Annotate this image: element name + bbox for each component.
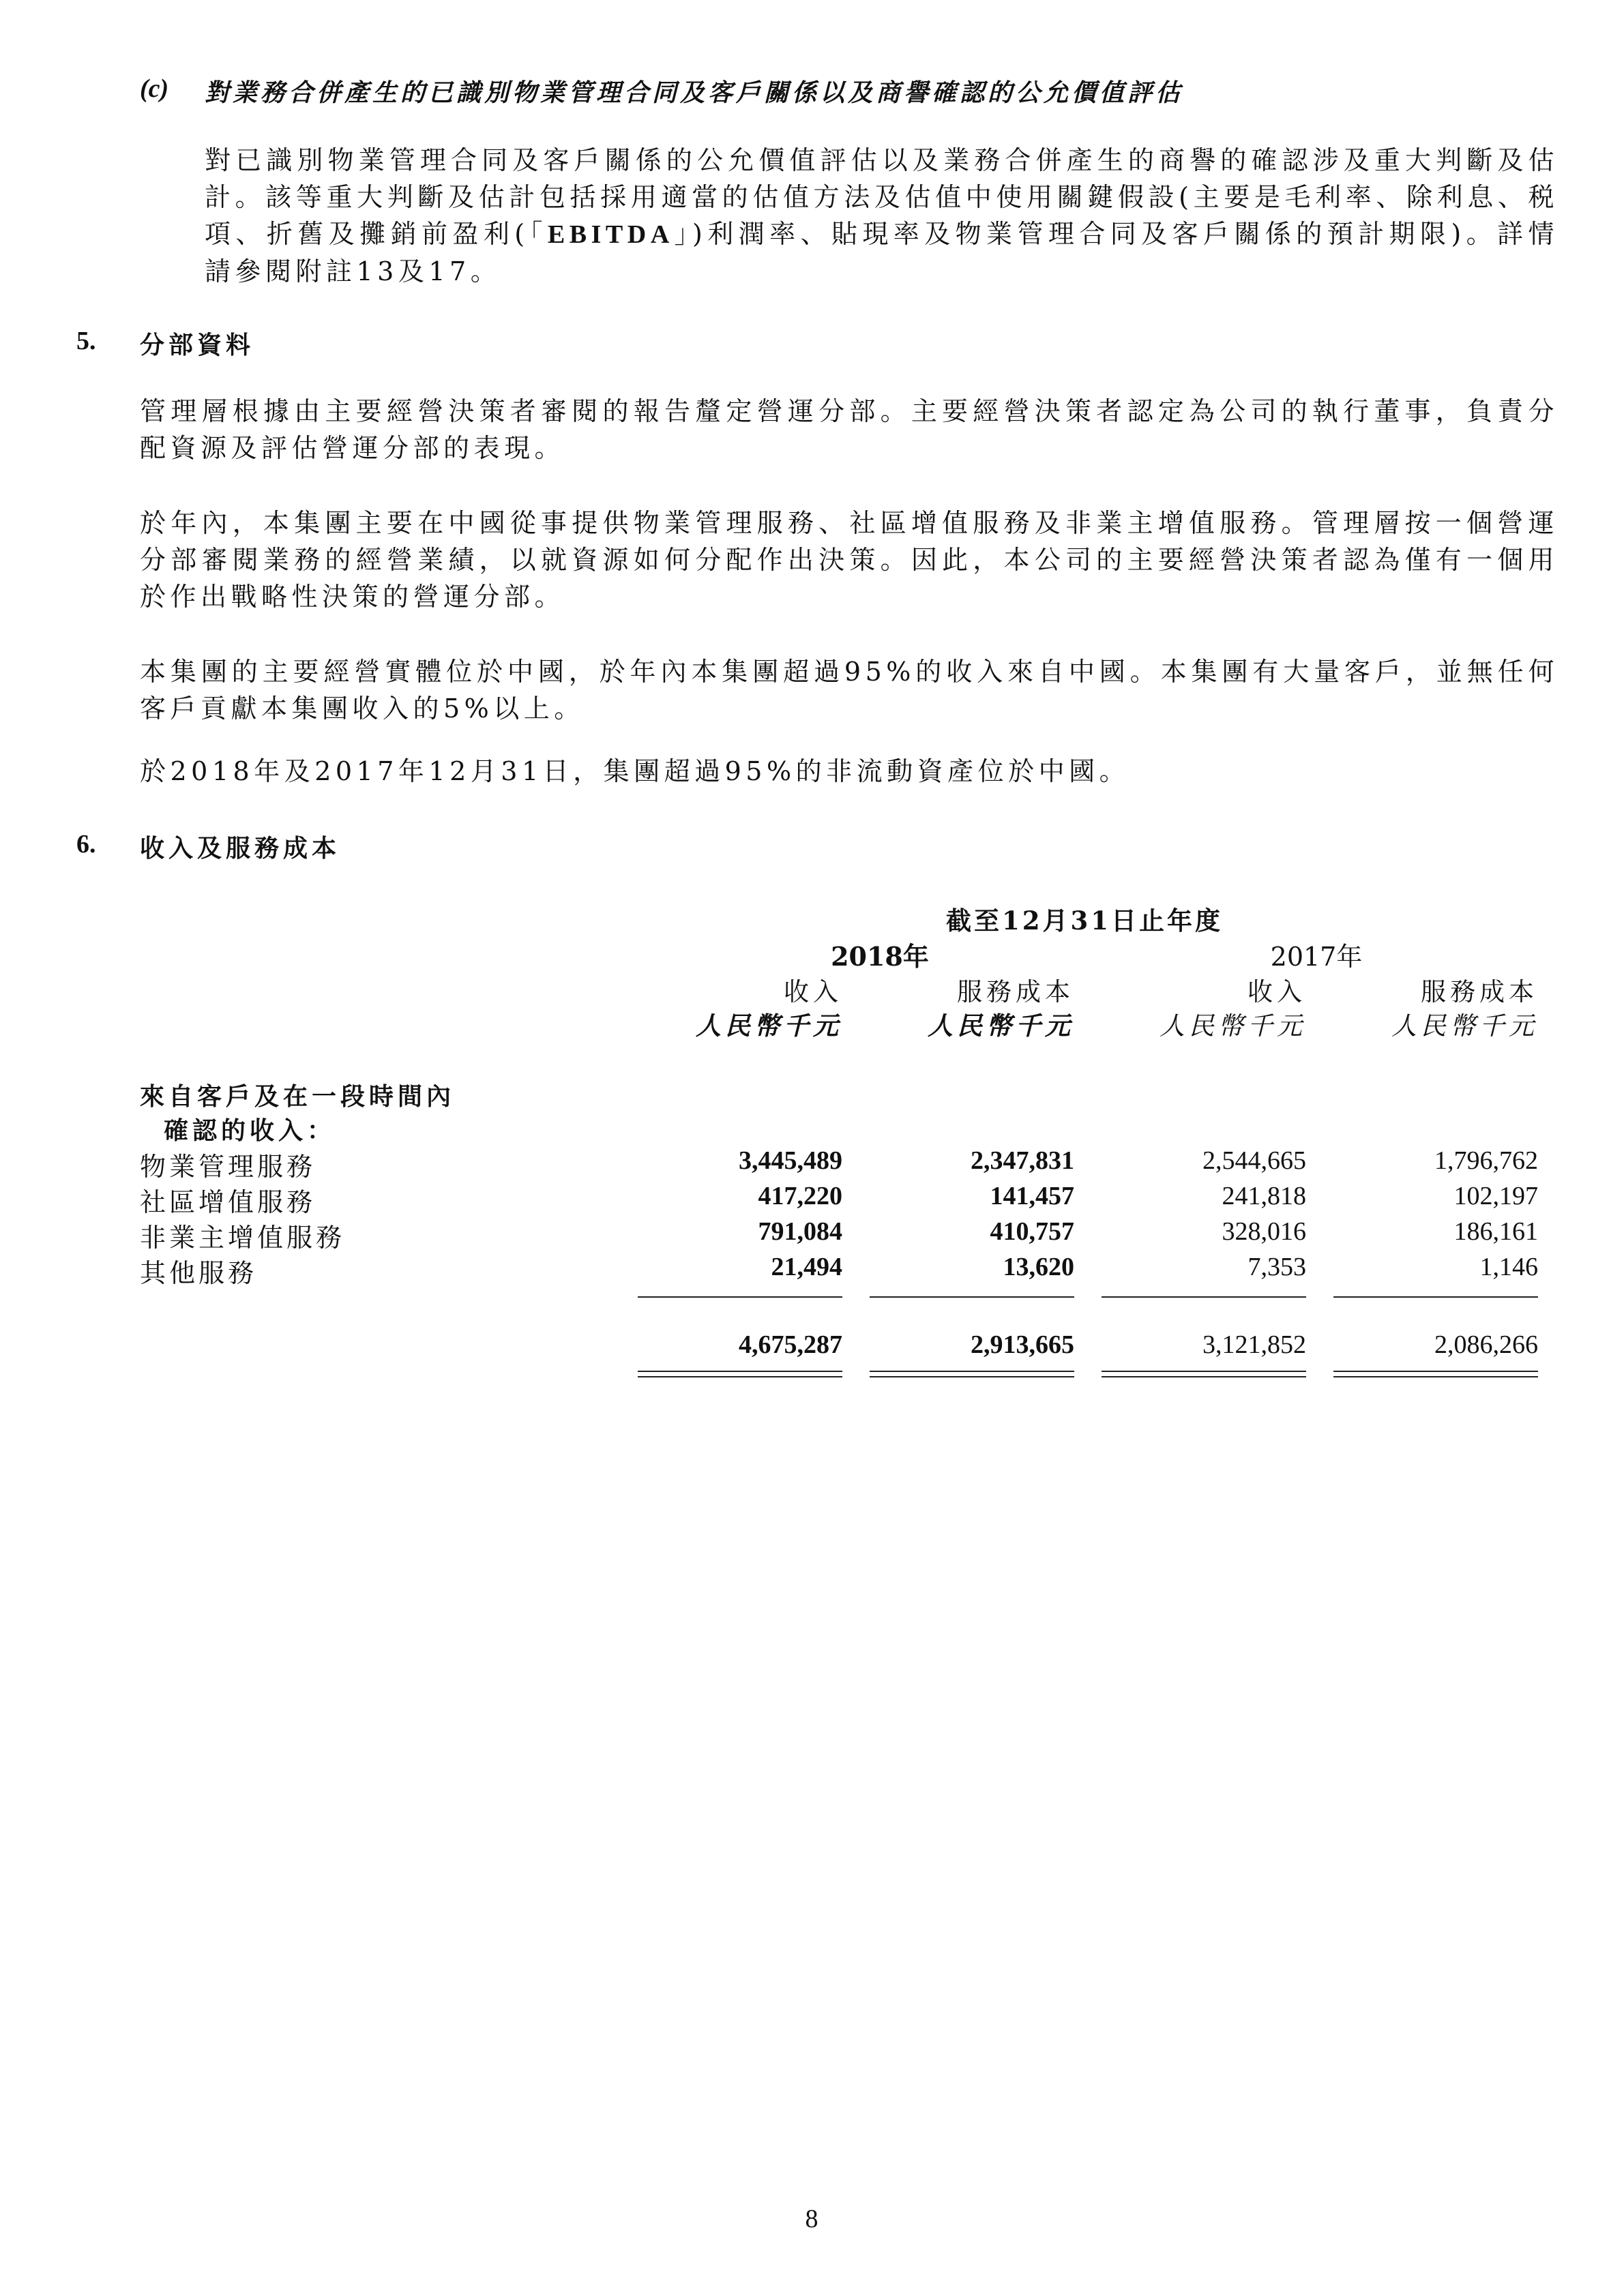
total-cell: 2,913,665 [971, 1330, 1074, 1359]
subtotal-rule [1333, 1296, 1538, 1298]
subtotal-rule [1102, 1296, 1306, 1298]
total-double-rule [638, 1376, 842, 1377]
table-cell: 102,197 [1453, 1182, 1538, 1210]
period-header: 截至12月31日止年度 [946, 906, 1223, 936]
unit-2018-cost: 人民幣千元 [928, 1011, 1074, 1041]
row-label-property-management: 物業管理服務 [140, 1152, 316, 1182]
table-cell: 186,161 [1453, 1217, 1538, 1246]
col-header-2018-cost: 服務成本 [957, 977, 1074, 1007]
table-cell: 2,544,665 [1202, 1146, 1306, 1175]
table-cell: 21,494 [771, 1253, 842, 1281]
page-number: 8 [805, 2205, 818, 2233]
ebitda-term: EBITDA [547, 220, 674, 249]
year-2017-header: 2017年 [1270, 942, 1363, 972]
section-5-paragraph-3: 本集團的主要經營實體位於中國，於年內本集團超過95%的收入來自中國。本集團有大量客戶，並無任何客戶貢獻本集團收入的5%以上。 [140, 657, 1559, 724]
total-double-rule [870, 1371, 1074, 1372]
total-double-rule [1102, 1371, 1306, 1372]
group-label-line-1: 來自客戶及在一段時間內 [140, 1083, 456, 1111]
col-header-2017-cost: 服務成本 [1421, 977, 1538, 1007]
unit-2018-revenue: 人民幣千元 [696, 1011, 842, 1041]
table-cell: 141,457 [990, 1182, 1074, 1210]
total-double-rule [638, 1371, 842, 1372]
total-cell: 3,121,852 [1202, 1330, 1306, 1359]
total-cell: 2,086,266 [1434, 1330, 1538, 1359]
section-5-paragraph-1: 管理層根據由主要經營決策者審閱的報告釐定營運分部。主要經營決策者認定為公司的執行董事，負責分配資源及評估營運分部的表現。 [140, 396, 1559, 463]
group-label-line-2: 確認的收入： [164, 1117, 336, 1145]
subtotal-rule [638, 1296, 842, 1298]
table-cell: 7,353 [1247, 1253, 1306, 1281]
table-cell: 13,620 [1003, 1253, 1074, 1281]
table-cell: 241,818 [1222, 1182, 1306, 1210]
table-cell: 417,220 [758, 1182, 842, 1210]
row-label-community-vas: 社區增值服務 [140, 1187, 316, 1217]
table-cell: 791,084 [758, 1217, 842, 1246]
table-cell: 410,757 [990, 1217, 1074, 1246]
total-double-rule [1333, 1376, 1538, 1377]
section-5-number: 5. [76, 327, 96, 355]
total-cell: 4,675,287 [739, 1330, 842, 1359]
col-header-2017-revenue: 收入 [1247, 977, 1306, 1007]
section-5-title: 分部資料 [140, 331, 255, 359]
total-double-rule [870, 1376, 1074, 1377]
table-cell: 3,445,489 [739, 1146, 842, 1175]
section-5-paragraph-2: 於年內，本集團主要在中國從事提供物業管理服務、社區增值服務及非業主增值服務。管理層按一個營運分部審閱業務的經營業績，以就資源如何分配作出決策。因此，本公司的主要經營決策者認為僅有一個用於作出戰略性決策的營運分部。 [140, 508, 1559, 612]
table-cell: 1,146 [1479, 1253, 1538, 1281]
col-header-2018-revenue: 收入 [784, 977, 842, 1007]
section-c-marker: (c) [140, 74, 169, 103]
subtotal-rule [870, 1296, 1074, 1298]
section-c-paragraph [205, 142, 1559, 290]
table-cell: 2,347,831 [971, 1146, 1074, 1175]
section-c-title: 對業務合併產生的已識別物業管理合同及客戶關係以及商譽確認的公允價值評估 [205, 79, 1184, 107]
total-double-rule [1102, 1376, 1306, 1377]
row-label-other-services: 其他服務 [140, 1258, 258, 1288]
section-6-number: 6. [76, 830, 96, 859]
unit-2017-revenue: 人民幣千元 [1160, 1011, 1306, 1041]
table-cell: 328,016 [1222, 1217, 1306, 1246]
section-6-title: 收入及服務成本 [140, 835, 341, 863]
year-2018-header: 2018年 [831, 941, 929, 972]
section-c-text-1: 對已識別物業管理合同及客戶關係的公允價值評估以及業務合併產生的商譽的確認涉及重大判斷及估計。該等重大判斷及估計包括採用適當的估值方法及估值中使用關鍵假設(主要是毛利率、除利息、税項、折舊及攤銷前盈利(「 [205, 145, 1559, 249]
total-double-rule [1333, 1371, 1538, 1372]
section-5-paragraph-4: 於2018年及2017年12月31日，集團超過95%的非流動資產位於中國。 [140, 756, 1130, 786]
row-label-non-owner-vas: 非業主增值服務 [140, 1223, 346, 1253]
unit-2017-cost: 人民幣千元 [1391, 1011, 1538, 1041]
table-cell: 1,796,762 [1434, 1146, 1538, 1175]
section-c-text-2: 」)利潤率、貼現率及物業管理合同及客戶關係的預計期限)。詳情請參閱附註13及17。 [205, 219, 1559, 286]
